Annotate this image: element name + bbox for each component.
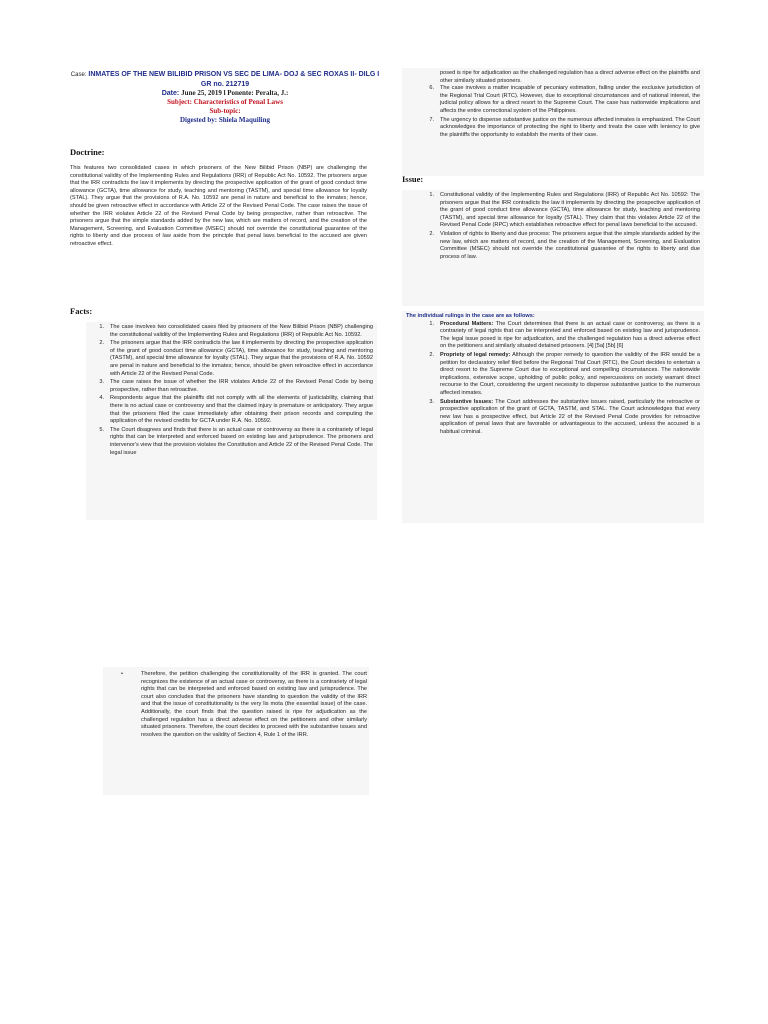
list-item: 6. The case involves a matter incapable of pecuniary estimation, falling under the exclusive jurisdiction of the Regional Trial Court (RTC). However, due to exceptional circumstances and of national interest, the judicial policy allows for a direct resort to the Supreme Court. The case has nationwide implications and affects the entire correctional system of the Philippines. [429,85,700,114]
list-item: 1. The case involves two consolidated cases filed by prisoners of the New Bilibid Prison (NBP) challenging the constitutional validity of the Implementing Rules and Regulations (IRR) of Republic Act No. 10592. [99,324,373,338]
facts-heading: Facts: [70,306,93,316]
digested-by-line: Digested by: Shiela Maquiling [179,116,271,124]
facts-continued-lead: posed is ripe for adjudication as the challenged regulation has a direct adverse effect on the plaintiffs and other similarly situated prisoners. [440,70,700,84]
list-item: 1. Constitutional validity of the Implementing Rules and Regulations (IRR) of Republic Act No. 10592: The prisoners argue that the IRR contradicts the law it implements by directing the prospective application of the grant of good conduct time allowance (GCTA), time allowance for study, teaching and mentoring (TASTM), and special time allowance for loyalty (STAL). They claim that this violates Article 22 of the Revised Penal Code (RPC) which establishes retroactive effect for penal laws beneficial to the accused. [429,192,700,229]
subtopic-line: Sub-topic: [209,107,241,115]
rulings-heading: The individual rulings in the case are as follows: [406,313,535,319]
list-item: 2. Violation of rights to liberty and due process: The prisoners argue that the simple standards added by the new law, which are matters of record, and the creation of the Management, Screening, and Evaluation Committee (MSEC) should not override the constitutional guarantee of the rights to liberty and due process of law. [429,230,700,260]
list-item: 2. The prisoners argue that the IRR contradicts the law it implements by directing the prospective application of the grant of good conduct time allowance (GCTA), time allowance for study, teaching and mentoring (TASTM), and special time allowance for loyalty (STAL). They argue that the provisions of R.A. No. 10592 are penal in nature and beneficial to the inmates; hence, should be given retroactive effect in accordance with Article 22 of the Revised Penal Code. [99,340,373,377]
list-item: 3. The case raises the issue of whether the IRR violates Article 22 of the Revised Penal Code by being prospective, rather than retroactive. [99,379,373,393]
list-item: 7. The urgency to dispense substantive justice on the numerous affected inmates is emphasized. The Court acknowledges the importance of protecting the right to liberty and treats the case with leniency to give the plaintiffs the opportunity to establish the merits of their case. [429,116,700,138]
facts-list [90,324,373,457]
list-item: 3. Substantive Issues: The Court addresses the substantive issues raised, particularly the retroactive or prospective application of the grant of GCTA, TASTM, and STAL. The Court acknowledges that every new law has a prospective effect, but Article 22 of the Revised Penal Code provides for retroactive application of penal laws that are favorable or advantageous to the accused, unless the accused is a habitual criminal. [429,398,701,435]
bullet-icon: • [121,671,123,677]
doctrine-heading: Doctrine: [70,147,105,157]
conclusion-text: Therefore, the petition challenging the constitutionality of the IRR is granted. The court recognizes the existence of an actual case or controversy, as there is a contrariety of legal rights that can be interpreted and enforced based on existing law and jurisprudence. The court also concludes that the prisoners have standing to question the validity of the IRR and that the issue of constitutionality is the very lis mota (the essential issue) of the case. Additionally, the court finds that the question raised is ripe for adjudication as the challenged regulation has a direct adverse effect on the petitioners and other similarly situated prisoners. Therefore, the court decides to proceed with the substantive issues and resolves the question on the validity of Section 4, Rule 1 of the IRR. [141,671,367,738]
issue-list [406,192,700,261]
facts-continued-list [406,85,700,139]
issue-block [402,190,704,306]
rulings-list [406,321,700,437]
date-label: Date: [161,90,180,97]
doctrine-text: This features two consolidated cases in which prisoners of the New Bilibid Prison (NBP) are challenging the constitutional validity of the Implementing Rules and Regulations (IRR) of Republic Act No. 10592. The prisoners argue that the IRR contradicts the law it implements by directing the prospective application of the grant of good conduct time allowance (GCTA), time allowance for study, teaching and mentoring (TASTM), and special time allowance for loyalty (STAL). They argue that the provisions of R.A. No. 10592 are penal in nature and beneficial to the inmates; hence, should be given retroactive effect in accordance with Article 22 of the Revised Penal Code. The case raises the issue of whether the IRR violates Article 22 of the Revised Penal Code by being prospective, rather than retroactive. The prisoners argue that the simple standards added by the new law, which are matters of record, and the creation of the Management, Screening, and Evaluation Committee (MSEC) should not override the constitutional guarantee of the rights to liberty and due process of law aside from the principle that penal laws beneficial to the accused are given retroactive effect. [70,165,367,247]
facts-continued-block [402,68,704,176]
facts-block [86,322,377,520]
list-item: 4. Respondents argue that the plaintiffs did not comply with all the elements of justiciability, claiming that there is no actual case or controversy and that the claimed injury is premature or anticipatory. They argue that the prisoners filed the case immediately after obtaining their prison records and computing the application of the revised credits for GCTA under R.A. No. 10592. [99,395,373,425]
subject-line: Subject: Characteristics of Penal Laws [167,98,283,106]
list-item: 5. The Court disagrees and finds that there is an actual case or controversy as there is a contrariety of legal rights that can be interpreted and enforced based on existing law and jurisprudence. The prisoners and intervenor's view that the provision violates the Constitution and Article 22 of the Revised Penal Code. The legal issue [99,426,373,456]
case-date-line [70,89,380,98]
case-title: INMATES OF THE NEW BILIBID PRISON VS SEC DE LIMA- DOJ & SEC ROXAS II- DILG I GR no. 212719 [88,71,380,88]
date-value: June 25, 2019 l Ponente: Peralta, J.: [181,89,289,97]
case-label: Case: [70,72,87,78]
rulings-block [402,311,704,523]
case-header [70,70,380,125]
conclusion-block [103,667,369,795]
issue-heading: Issue: [402,174,424,184]
list-item: 1. Procedural Matters: The Court determines that there is an actual case or controversy, as there is a contrariety of legal rights that can be interpreted and enforced based on existing law and jurisprudence. The legal issue posed is ripe for adjudication, and the challenged regulation has a direct adverse effect on the petitioners and similarly situated detained prisoners. [4] [5a] [5b] [6] [429,320,700,350]
conclusion-item [105,671,367,739]
list-item: 2. Propriety of legal remedy: Although the proper remedy to question the validity of the IRR would be a petition for declaratory relief filed before the Regional Trial Court (RTC), the Court decides to entertain a direct resort to the Supreme Court due to exceptional and compelling circumstances. The nationwide implications, extensive scope, upholding of public policy, and repercussions on society warrant direct recourse to the Court, considering the urgent necessity to dispense substantive justice to the numerous affected inmates. [429,351,700,396]
case-title-line [70,70,380,89]
